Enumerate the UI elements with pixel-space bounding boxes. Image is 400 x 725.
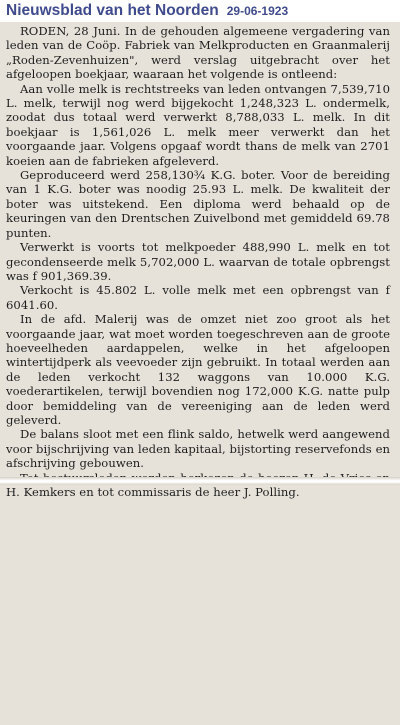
article-paragraph: H. Kemkers en tot commissaris de heer J. Polling. xyxy=(6,485,300,499)
article-paragraph: Aan volle melk is rechtstreeks van leden ontvangen 7,539,710 L. melk, terwijl nog werd bijgekocht 1,248,323 L. ondermelk, zoodat dus totaal werd verwerkt 8,788,033 L. melk. In dit boekjaar is 1,561,026 L. melk meer verwerkt dan het voorgaande jaar. Volgens opgaaf wordt thans de melk van 2701 koeien aan de fabrieken afgeleverd. xyxy=(6,81,390,168)
header-bar xyxy=(0,0,400,22)
publication-date: 29-06-1923 xyxy=(226,4,289,18)
article-paragraph: Verwerkt is voorts tot melkpoeder 488,990 L. melk en tot gecondenseerde melk 5,702,000 L. waarvan de totale opbrengst was f 901,369.39. xyxy=(6,240,390,283)
article-paragraph: In de afd. Malerij was de omzet niet zoo groot als het voorgaande jaar, wat moet worden toegeschreven aan de groote hoeveelheden aardappelen, welke in het afgeloopen wintertijdperk als veevoeder zijn gebruikt. In totaal werden aan de leden verkocht 132 waggons van 10.000 K.G. voederartikelen, terwijl bovendien nog 172,000 K.G. natte pulp door bemiddeling van de vereeniging aan de leden werd geleverd. xyxy=(6,312,390,427)
article-paragraph: Verkocht is 45.802 L. volle melk met een opbrengst van f 6041.60. xyxy=(6,283,390,312)
article-paragraph: RODEN, 28 Juni. In de gehouden algemeene vergadering van leden van de Coöp. Fabriek van Melkproducten en Graanmalerij „Roden-Zevenhuizen", werd verslag uitgebracht over het afgeloopen boekjaar, waaraan het volgende is ontleend: xyxy=(6,24,390,82)
article-paragraph: De balans sloot met een flink saldo, hetwelk werd aangewend voor bijschrijving van leden kapitaal, bijstorting reservefonds en afschrijving gebouwen. xyxy=(6,427,390,471)
newspaper-clipping xyxy=(0,22,400,725)
fold-crease xyxy=(0,477,400,485)
article-paragraph: Geproduceerd werd 258,130¾ K.G. boter. Voor de bereiding van 1 K.G. boter was noodig 25.93 L. melk. De kwaliteit der boter was uitstekend. Een diploma werd behaald op de keuringen van den Drentschen Zuivelbond met gemiddeld 69.78 punten. xyxy=(6,168,390,240)
newspaper-title: Nieuwsblad van het Noorden xyxy=(6,2,219,19)
article-column xyxy=(6,24,390,499)
